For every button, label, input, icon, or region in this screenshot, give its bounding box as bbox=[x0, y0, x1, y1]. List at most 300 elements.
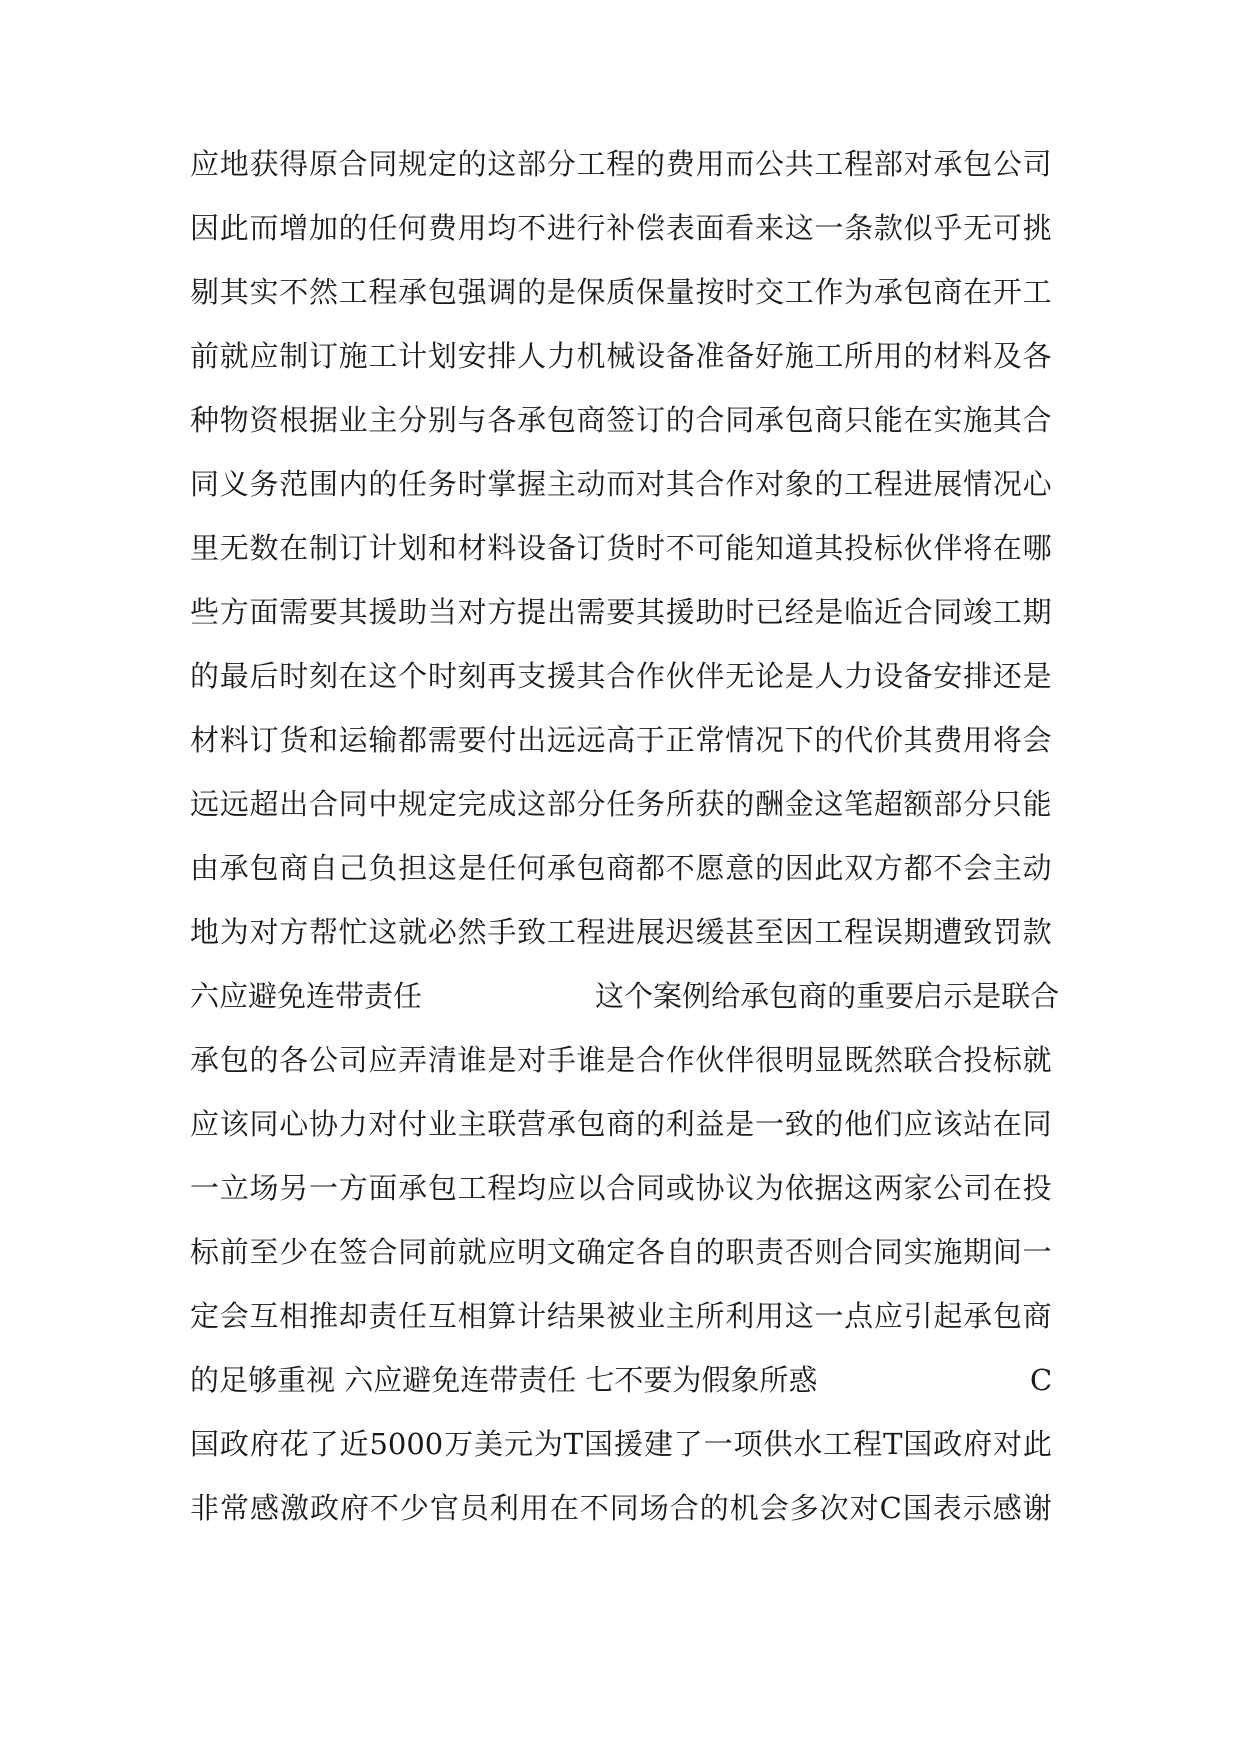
text-glyph: 务 bbox=[427, 467, 457, 501]
text-glyph: 弄 bbox=[398, 1043, 428, 1077]
text-glyph: 激 bbox=[279, 1491, 309, 1525]
text-glyph: 料 bbox=[487, 531, 517, 565]
text-glyph: 而 bbox=[249, 211, 279, 245]
text-glyph: 公 bbox=[992, 147, 1022, 181]
text-glyph: 同 bbox=[725, 403, 755, 437]
text-glyph: 政 bbox=[933, 1427, 963, 1461]
text-glyph: 一 bbox=[1022, 1235, 1052, 1269]
text-glyph: 承 bbox=[398, 275, 428, 309]
text-glyph: 临 bbox=[844, 595, 874, 629]
text-glyph: 承 bbox=[190, 1043, 220, 1077]
text-glyph: 府 bbox=[249, 1427, 279, 1461]
text-glyph: 设 bbox=[636, 339, 666, 373]
text-glyph: 应 bbox=[368, 1043, 398, 1077]
text-glyph: 致 bbox=[517, 915, 547, 949]
text-glyph: 用 bbox=[457, 211, 487, 245]
text-glyph: 包 bbox=[963, 147, 993, 181]
text-glyph: 在 bbox=[963, 275, 993, 309]
text-glyph: 任 bbox=[606, 787, 636, 821]
text-glyph: 前 bbox=[190, 339, 220, 373]
text-glyph: 在 bbox=[549, 1491, 579, 1525]
text-glyph: 这 bbox=[784, 1299, 814, 1333]
text-glyph: 酬 bbox=[754, 787, 784, 821]
text-glyph: 似 bbox=[903, 211, 933, 245]
text-glyph: 工 bbox=[823, 1427, 853, 1461]
text-glyph: 工 bbox=[784, 275, 814, 309]
text-glyph: 该 bbox=[219, 1107, 249, 1141]
text-glyph: 分 bbox=[546, 147, 576, 181]
text-glyph: 同 bbox=[609, 1491, 639, 1525]
text-glyph: 备 bbox=[665, 339, 695, 373]
text-glyph: 文 bbox=[546, 1235, 576, 1269]
text-glyph: 定 bbox=[606, 1235, 636, 1269]
text-glyph: 美 bbox=[474, 1427, 504, 1461]
text-glyph: 行 bbox=[576, 211, 606, 245]
text-glyph: 货 bbox=[606, 531, 636, 565]
text-glyph: 站 bbox=[963, 1107, 993, 1141]
text-glyph: 其 bbox=[636, 595, 666, 629]
text-glyph: 为 bbox=[844, 275, 874, 309]
text-glyph: 伴 bbox=[933, 531, 963, 565]
text-glyph: 订 bbox=[249, 723, 279, 757]
text-glyph: 偿 bbox=[636, 211, 666, 245]
text-glyph: 对 bbox=[993, 1427, 1023, 1461]
text-glyph: 司 bbox=[338, 1043, 368, 1077]
text-glyph: 工 bbox=[457, 1171, 487, 1205]
text-glyph: 物 bbox=[219, 403, 249, 437]
text-glyph: 无 bbox=[963, 211, 993, 245]
text-glyph: 何 bbox=[517, 851, 547, 885]
text-glyph: 在 bbox=[903, 403, 933, 437]
text-glyph: 就 bbox=[398, 915, 428, 949]
text-glyph: 就 bbox=[457, 1235, 487, 1269]
text-glyph: 远 bbox=[546, 723, 576, 757]
text-glyph: 投 bbox=[844, 531, 874, 565]
text-glyph: 清 bbox=[427, 1043, 457, 1077]
text-glyph: 给 bbox=[711, 979, 741, 1013]
text-glyph: 部 bbox=[933, 787, 963, 821]
text-glyph: 无 bbox=[219, 531, 249, 565]
text-glyph: 合 bbox=[695, 403, 725, 437]
text-glyph: 司 bbox=[1022, 147, 1052, 181]
text-glyph: 的 bbox=[190, 659, 220, 693]
text-glyph: 款 bbox=[873, 211, 903, 245]
text-glyph: 备 bbox=[546, 531, 576, 565]
text-glyph: 远 bbox=[219, 787, 249, 821]
text-glyph: 手 bbox=[487, 915, 517, 949]
text-glyph: 同 bbox=[368, 147, 398, 181]
text-glyph: 用 bbox=[519, 1491, 549, 1525]
text-glyph: 5000 bbox=[369, 1427, 444, 1461]
text-glyph: 果 bbox=[576, 1299, 606, 1333]
text-glyph: 协 bbox=[695, 1171, 725, 1205]
text-glyph: 互 bbox=[427, 1299, 457, 1333]
text-glyph: 竣 bbox=[963, 595, 993, 629]
text-glyph: 时 bbox=[725, 595, 755, 629]
text-glyph: 安 bbox=[457, 339, 487, 373]
text-glyph: 前 bbox=[427, 1235, 457, 1269]
text-glyph: 主 bbox=[546, 467, 576, 501]
text-glyph: 的 bbox=[249, 1043, 279, 1077]
text-glyph: 期 bbox=[903, 915, 933, 949]
text-glyph: 方 bbox=[873, 851, 903, 885]
text-glyph: 程 bbox=[368, 275, 398, 309]
text-glyph: 这 bbox=[368, 659, 398, 693]
text-glyph: 供 bbox=[763, 1427, 793, 1461]
text-glyph: 的 bbox=[827, 979, 857, 1013]
text-glyph: 结 bbox=[546, 1299, 576, 1333]
text-glyph: 该 bbox=[933, 1107, 963, 1141]
text-glyph: 实 bbox=[249, 275, 279, 309]
text-glyph: 商 bbox=[576, 403, 606, 437]
text-glyph: 付 bbox=[487, 723, 517, 757]
text-glyph: 范 bbox=[279, 467, 309, 501]
text-glyph: 水 bbox=[793, 1427, 823, 1461]
text-glyph: 万 bbox=[444, 1427, 474, 1461]
text-glyph: 例 bbox=[682, 979, 712, 1013]
text-glyph: 其 bbox=[903, 723, 933, 757]
text-glyph: 营 bbox=[517, 1107, 547, 1141]
text-glyph: 进 bbox=[606, 915, 636, 949]
text-glyph: 已 bbox=[754, 595, 784, 629]
text-glyph: 商 bbox=[933, 275, 963, 309]
text-glyph: 近 bbox=[339, 1427, 369, 1461]
text-glyph: 备 bbox=[725, 339, 755, 373]
text-glyph: 政 bbox=[219, 1427, 249, 1461]
text-glyph: 而 bbox=[725, 147, 755, 181]
text-glyph: 会 bbox=[219, 1299, 249, 1333]
text-line bbox=[190, 1230, 1052, 1274]
text-glyph: 远 bbox=[576, 723, 606, 757]
text-glyph: 料 bbox=[219, 723, 249, 757]
text-glyph: 出 bbox=[279, 787, 309, 821]
text-glyph: 料 bbox=[963, 339, 993, 373]
text-glyph: 对 bbox=[849, 1491, 879, 1525]
text-glyph: 哪 bbox=[1022, 531, 1052, 565]
text-glyph: 场 bbox=[249, 1171, 279, 1205]
text-glyph: 机 bbox=[576, 339, 606, 373]
text-glyph: 乎 bbox=[933, 211, 963, 245]
text-glyph: 施 bbox=[338, 339, 368, 373]
text-glyph: 联 bbox=[487, 1107, 517, 1141]
text-glyph: 工 bbox=[844, 467, 874, 501]
text-glyph: 自 bbox=[665, 1235, 695, 1269]
text-glyph: 责 bbox=[754, 1235, 784, 1269]
text-segment: 的足够重视 六应避免连带责任 七不要为假象所惑 bbox=[190, 1363, 818, 1397]
text-glyph: 额 bbox=[903, 787, 933, 821]
text-glyph: 材 bbox=[190, 723, 220, 757]
text-glyph: 场 bbox=[639, 1491, 669, 1525]
text-glyph: 合 bbox=[695, 467, 725, 501]
text-glyph: 业 bbox=[338, 403, 368, 437]
text-line bbox=[190, 974, 1060, 1018]
text-glyph: 规 bbox=[398, 787, 428, 821]
section-heading: 六应避免连带责任 bbox=[190, 979, 423, 1013]
text-glyph: 其 bbox=[338, 595, 368, 629]
text-glyph: 力 bbox=[844, 659, 874, 693]
text-glyph: 感 bbox=[992, 1491, 1022, 1525]
text-glyph: 任 bbox=[368, 211, 398, 245]
text-glyph: 动 bbox=[576, 467, 606, 501]
text-glyph: 个 bbox=[624, 979, 654, 1013]
text-glyph: 间 bbox=[992, 1235, 1022, 1269]
text-glyph: 签 bbox=[338, 1235, 368, 1269]
text-glyph: 部 bbox=[873, 147, 903, 181]
text-glyph: T bbox=[883, 1427, 903, 1461]
text-glyph: 况 bbox=[754, 723, 784, 757]
text-glyph: 方 bbox=[338, 1171, 368, 1205]
text-glyph: 开 bbox=[992, 275, 1022, 309]
text-glyph: 互 bbox=[249, 1299, 279, 1333]
text-segment: C bbox=[1030, 1363, 1053, 1397]
text-glyph: 作 bbox=[725, 467, 755, 501]
text-glyph: 将 bbox=[992, 723, 1022, 757]
text-glyph: 是 bbox=[1022, 659, 1052, 693]
text-glyph: 方 bbox=[487, 595, 517, 629]
text-glyph: 承 bbox=[517, 403, 547, 437]
text-line bbox=[190, 782, 1052, 826]
text-glyph: 械 bbox=[606, 339, 636, 373]
text-glyph: 挑 bbox=[1022, 211, 1052, 245]
text-glyph: 对 bbox=[903, 147, 933, 181]
text-glyph: 合 bbox=[933, 1043, 963, 1077]
text-glyph: 工 bbox=[368, 339, 398, 373]
text-glyph: 致 bbox=[784, 1107, 814, 1141]
text-glyph: 另 bbox=[279, 1171, 309, 1205]
text-glyph: 官 bbox=[429, 1491, 459, 1525]
text-glyph: 务 bbox=[636, 787, 666, 821]
text-glyph: 投 bbox=[963, 1043, 993, 1077]
text-glyph: 超 bbox=[249, 787, 279, 821]
text-glyph: 府 bbox=[339, 1491, 369, 1525]
text-glyph: 意 bbox=[725, 851, 755, 885]
text-glyph: 其 bbox=[992, 403, 1022, 437]
text-glyph: 一 bbox=[754, 1107, 784, 1141]
text-glyph: 主 bbox=[992, 851, 1022, 885]
text-glyph: 程 bbox=[487, 1171, 517, 1205]
text-glyph: 工 bbox=[992, 595, 1022, 629]
text-glyph: 自 bbox=[308, 851, 338, 885]
text-glyph: 近 bbox=[873, 595, 903, 629]
text-glyph: C bbox=[879, 1491, 902, 1525]
text-glyph: 是 bbox=[606, 1043, 636, 1077]
text-glyph: 一 bbox=[703, 1427, 733, 1461]
text-glyph: 承 bbox=[219, 851, 249, 885]
text-glyph: 作 bbox=[636, 659, 666, 693]
text-glyph: 设 bbox=[517, 531, 547, 565]
text-glyph: 展 bbox=[933, 467, 963, 501]
text-glyph: 包 bbox=[427, 1171, 457, 1205]
text-glyph: 看 bbox=[725, 211, 755, 245]
text-glyph: 用 bbox=[873, 339, 903, 373]
text-glyph: 愿 bbox=[695, 851, 725, 885]
text-glyph: 一 bbox=[814, 1299, 844, 1333]
text-glyph: 要 bbox=[606, 595, 636, 629]
text-glyph: 因 bbox=[784, 915, 814, 949]
text-glyph: 包 bbox=[903, 275, 933, 309]
text-glyph: 款 bbox=[1022, 915, 1052, 949]
text-glyph: 均 bbox=[517, 1171, 547, 1205]
text-glyph: 的 bbox=[725, 787, 755, 821]
text-glyph: 合 bbox=[1022, 403, 1052, 437]
text-glyph: 其 bbox=[814, 531, 844, 565]
text-glyph: 要 bbox=[885, 979, 915, 1013]
text-glyph: 缓 bbox=[695, 915, 725, 949]
text-glyph: 包 bbox=[784, 403, 814, 437]
text-glyph: 排 bbox=[487, 339, 517, 373]
text-line bbox=[190, 718, 1052, 762]
text-glyph: 在 bbox=[308, 1235, 338, 1269]
text-glyph: 能 bbox=[1022, 787, 1052, 821]
text-glyph: 示 bbox=[962, 1491, 992, 1525]
text-glyph: 时 bbox=[457, 467, 487, 501]
text-glyph: 计 bbox=[368, 531, 398, 565]
text-glyph: 谁 bbox=[576, 1043, 606, 1077]
text-glyph: 合 bbox=[606, 659, 636, 693]
text-glyph: 业 bbox=[636, 1299, 666, 1333]
text-glyph: 其 bbox=[219, 275, 249, 309]
text-glyph: 工 bbox=[814, 147, 844, 181]
text-glyph: 主 bbox=[665, 1299, 695, 1333]
text-glyph: 对 bbox=[517, 1043, 547, 1077]
text-glyph: 力 bbox=[338, 1107, 368, 1141]
text-glyph: 论 bbox=[754, 659, 784, 693]
text-glyph: 期 bbox=[963, 1235, 993, 1269]
text-glyph: 员 bbox=[459, 1491, 489, 1525]
text-line bbox=[190, 462, 1052, 506]
text-glyph: 是 bbox=[814, 595, 844, 629]
text-glyph: 很 bbox=[754, 1043, 784, 1077]
text-glyph: 府 bbox=[963, 1427, 993, 1461]
text-segment bbox=[595, 974, 1060, 1018]
text-glyph: 罚 bbox=[992, 915, 1022, 949]
text-glyph: 职 bbox=[725, 1235, 755, 1269]
text-glyph: 制 bbox=[308, 531, 338, 565]
text-glyph: 被 bbox=[606, 1299, 636, 1333]
text-glyph: 机 bbox=[729, 1491, 759, 1525]
text-glyph: 些 bbox=[190, 595, 220, 629]
text-glyph: 支 bbox=[517, 659, 547, 693]
text-glyph: 前 bbox=[219, 1235, 249, 1269]
text-glyph: 对 bbox=[636, 467, 666, 501]
text-glyph: 应 bbox=[249, 339, 279, 373]
text-glyph: 的 bbox=[754, 851, 784, 885]
text-glyph: 对 bbox=[368, 1107, 398, 1141]
text-glyph: 承 bbox=[933, 147, 963, 181]
text-glyph: 需 bbox=[576, 595, 606, 629]
text-line bbox=[190, 270, 1052, 314]
text-glyph: 施 bbox=[963, 403, 993, 437]
text-glyph: 然 bbox=[457, 915, 487, 949]
text-glyph: 其 bbox=[665, 467, 695, 501]
text-glyph: 部 bbox=[517, 147, 547, 181]
text-glyph: 是 bbox=[784, 659, 814, 693]
text-glyph: 任 bbox=[398, 1299, 428, 1333]
text-glyph: 国 bbox=[902, 1491, 932, 1525]
text-glyph: 内 bbox=[338, 467, 368, 501]
text-glyph: 施 bbox=[933, 1235, 963, 1269]
text-glyph: 务 bbox=[249, 467, 279, 501]
text-glyph: 其 bbox=[576, 659, 606, 693]
text-glyph: 这 bbox=[427, 851, 457, 885]
text-glyph: 应 bbox=[873, 1299, 903, 1333]
text-glyph: 次 bbox=[819, 1491, 849, 1525]
text-glyph: 为 bbox=[533, 1427, 563, 1461]
text-glyph: 情 bbox=[963, 467, 993, 501]
text-glyph: 分 bbox=[963, 787, 993, 821]
text-glyph: 点 bbox=[844, 1299, 874, 1333]
text-glyph: 的 bbox=[636, 147, 666, 181]
text-glyph: 心 bbox=[279, 1107, 309, 1141]
text-glyph: 同 bbox=[249, 1107, 279, 1141]
text-glyph: 不 bbox=[279, 275, 309, 309]
text-glyph: 合 bbox=[338, 147, 368, 181]
text-glyph: 与 bbox=[457, 403, 487, 437]
text-glyph: 所 bbox=[695, 1299, 725, 1333]
text-glyph: 公 bbox=[933, 1171, 963, 1205]
text-glyph: 加 bbox=[308, 211, 338, 245]
text-glyph: 定 bbox=[427, 787, 457, 821]
text-glyph: 手 bbox=[546, 1043, 576, 1077]
text-glyph: T bbox=[563, 1427, 584, 1461]
text-glyph: 责 bbox=[368, 1299, 398, 1333]
text-glyph: 启 bbox=[914, 979, 944, 1013]
text-glyph: 包 bbox=[769, 979, 799, 1013]
text-glyph: 就 bbox=[219, 339, 249, 373]
text-glyph: 工 bbox=[1022, 275, 1052, 309]
text-glyph: 输 bbox=[368, 723, 398, 757]
text-glyph: 国 bbox=[584, 1427, 614, 1461]
text-glyph: 商 bbox=[606, 1107, 636, 1141]
text-glyph: 程 bbox=[853, 1427, 883, 1461]
text-glyph: 资 bbox=[249, 403, 279, 437]
text-glyph: 划 bbox=[398, 531, 428, 565]
text-glyph: 两 bbox=[873, 1171, 903, 1205]
text-glyph: 推 bbox=[308, 1299, 338, 1333]
text-glyph: 力 bbox=[546, 339, 576, 373]
text-glyph: 业 bbox=[427, 1107, 457, 1141]
text-glyph: 承 bbox=[546, 1107, 576, 1141]
text-glyph: 花 bbox=[279, 1427, 309, 1461]
text-glyph: 是 bbox=[725, 1107, 755, 1141]
text-glyph: 否 bbox=[784, 1235, 814, 1269]
text-glyph: 同 bbox=[636, 1171, 666, 1205]
text-glyph: 此 bbox=[1022, 1427, 1052, 1461]
text-line bbox=[190, 206, 1052, 250]
text-glyph: 了 bbox=[309, 1427, 339, 1461]
text-glyph: 中 bbox=[368, 787, 398, 821]
text-glyph: 忙 bbox=[338, 915, 368, 949]
text-glyph: 只 bbox=[844, 403, 874, 437]
text-glyph: 均 bbox=[487, 211, 517, 245]
text-glyph: 合 bbox=[606, 1171, 636, 1205]
text-glyph: 包 bbox=[427, 275, 457, 309]
text-glyph: 致 bbox=[963, 915, 993, 949]
text-glyph: 材 bbox=[933, 339, 963, 373]
text-glyph: 何 bbox=[398, 211, 428, 245]
text-glyph: 心 bbox=[1022, 467, 1052, 501]
text-glyph: 多 bbox=[789, 1491, 819, 1525]
text-glyph: 主 bbox=[368, 403, 398, 437]
text-glyph: 展 bbox=[636, 915, 666, 949]
text-glyph: 准 bbox=[695, 339, 725, 373]
text-glyph: 双 bbox=[844, 851, 874, 885]
text-glyph: 助 bbox=[695, 595, 725, 629]
text-glyph: 是 bbox=[546, 275, 576, 309]
text-glyph: 同 bbox=[190, 467, 220, 501]
text-glyph: 都 bbox=[636, 851, 666, 885]
text-glyph: 应 bbox=[190, 1107, 220, 1141]
